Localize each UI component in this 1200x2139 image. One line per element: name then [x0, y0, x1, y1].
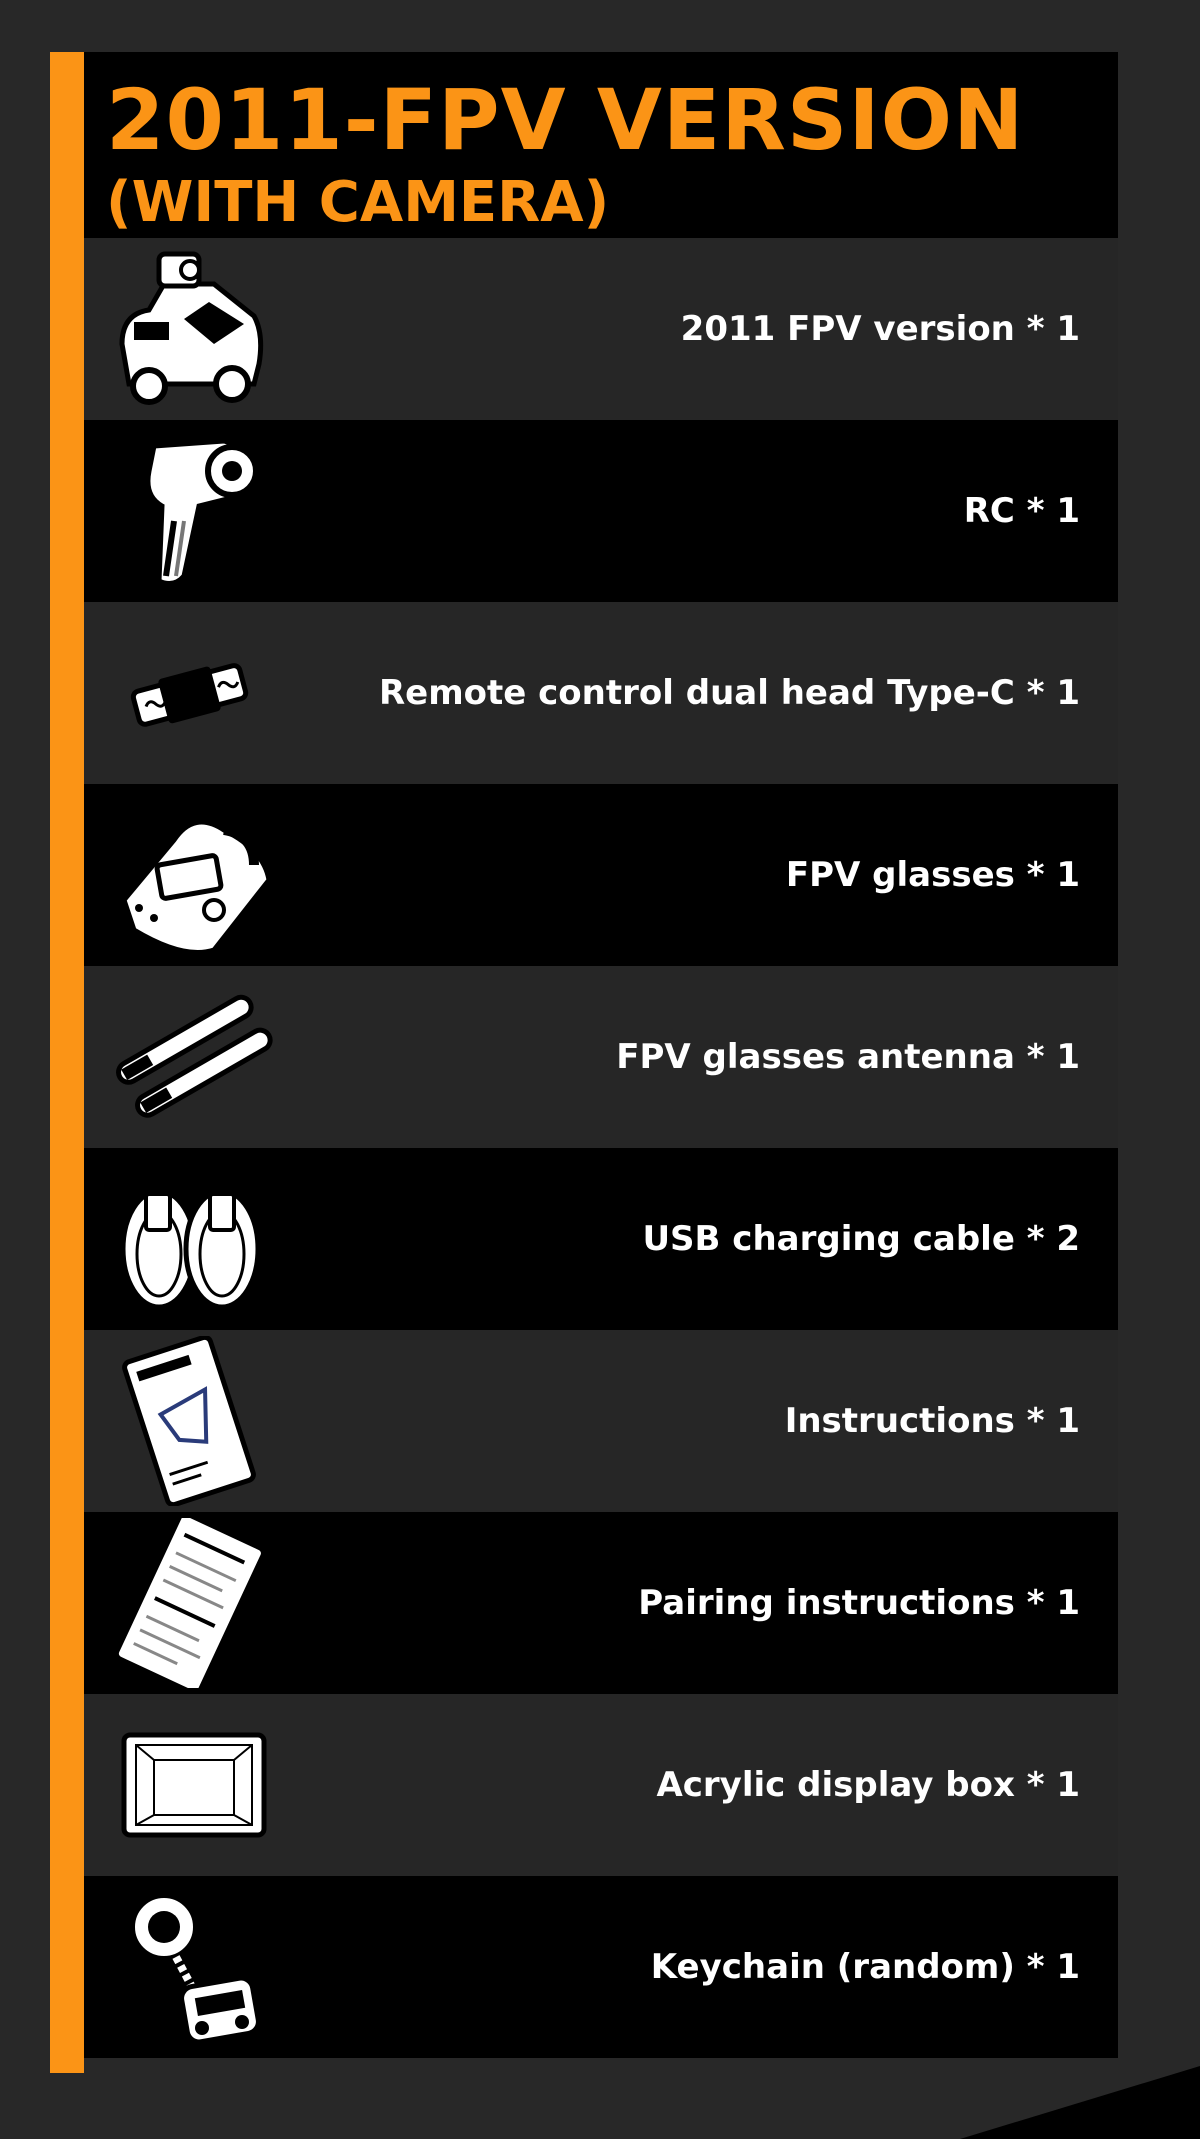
accent-bar [50, 52, 84, 2073]
header [84, 52, 1118, 238]
item-list [84, 238, 1118, 2058]
item-label: RC * 1 [963, 491, 1080, 531]
list-item [84, 1512, 1118, 1694]
antenna-icon [104, 972, 274, 1142]
list-item [84, 420, 1118, 602]
item-label: USB charging cable * 2 [642, 1219, 1080, 1259]
list-item [84, 1148, 1118, 1330]
keychain-icon [104, 1882, 274, 2052]
page-subtitle: (WITH CAMERA) [106, 169, 610, 235]
item-label: 2011 FPV version * 1 [680, 309, 1080, 349]
fpv-goggles-icon [104, 790, 274, 960]
list-item [84, 784, 1118, 966]
list-item [84, 1694, 1118, 1876]
instructions-booklet-icon [104, 1336, 274, 1506]
usb-cable-icon [104, 1154, 274, 1324]
package-list-panel [84, 52, 1118, 2073]
item-label: FPV glasses antenna * 1 [616, 1037, 1080, 1077]
page-title: 2011-FPV VERSION [106, 71, 1025, 169]
item-label: FPV glasses * 1 [785, 855, 1080, 895]
item-label: Keychain (random) * 1 [650, 1947, 1080, 1987]
type-c-adapter-icon [104, 608, 274, 778]
list-item [84, 602, 1118, 784]
list-item [84, 238, 1118, 420]
item-label: Acrylic display box * 1 [656, 1765, 1080, 1805]
fpv-van-icon [104, 244, 274, 414]
rc-controller-icon [104, 426, 274, 596]
item-label: Instructions * 1 [784, 1401, 1080, 1441]
display-box-icon [104, 1700, 274, 1870]
item-label: Remote control dual head Type-C * 1 [378, 673, 1080, 713]
pairing-sheet-icon [104, 1518, 274, 1688]
list-item [84, 1876, 1118, 2058]
list-item [84, 966, 1118, 1148]
item-label: Pairing instructions * 1 [638, 1583, 1080, 1623]
list-item [84, 1330, 1118, 1512]
